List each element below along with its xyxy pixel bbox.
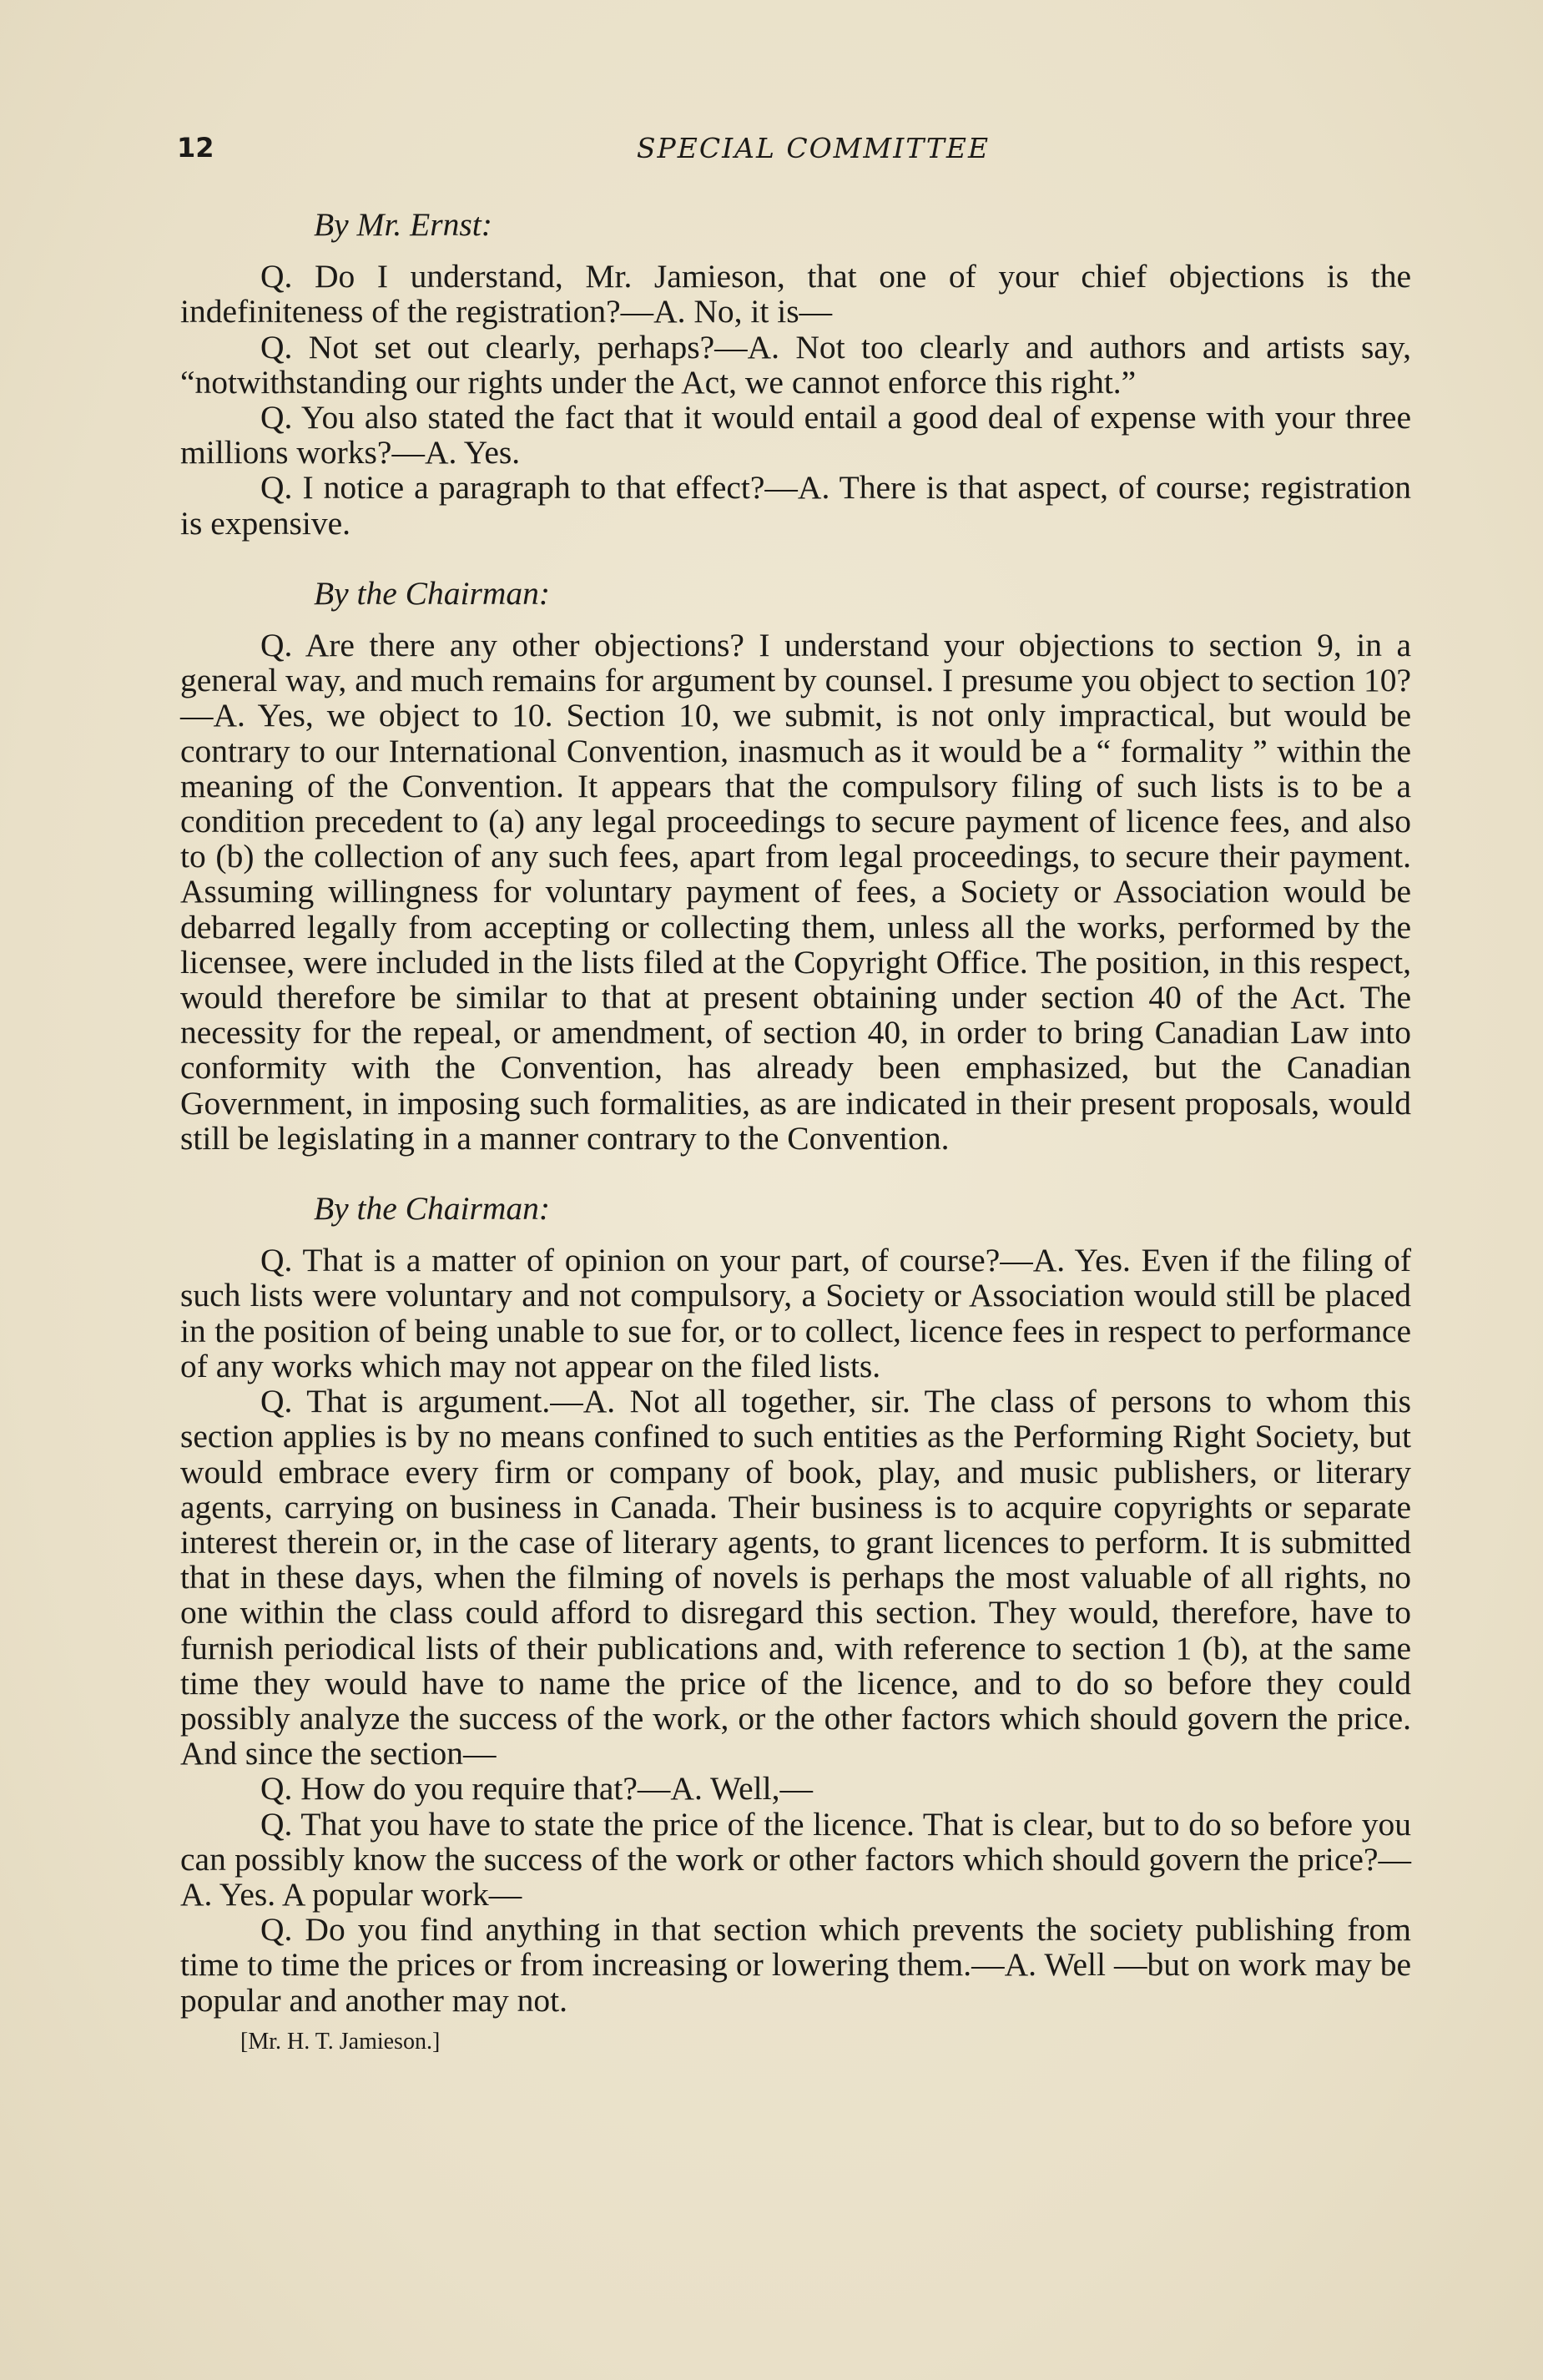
question-answer-paragraph: Q. Are there any other objections? I understand your objections to section 9, in a general way, and much remains for argument by counsel. I presume you object to section 10?—A. Yes, we object to 10. Section 10, we submit, is not only impractical, but would be contrary to our International Convention, inasmuch as it would be a “ formality ” within the meaning of the Convention. It appears that the compulsory filing of such lists is to be a condition precedent to (a) any legal proceedings to secure payment of licence fees, and also to (b) the collection of any such fees, apart from legal proceedings, to secure their payment. Assuming willingness for voluntary payment of fees, a Society or Association would be debarred legally from accepting or collecting them, unless all the works, performed by the licensee, were included in the lists filed at the Copyright Office. The position, in this respect, would therefore be similar to that at present obtaining under section 40 of the Act. The necessity for the repeal, or amendment, of section 40, in order to bring Canadian Law into conformity with the Convention, has already been emphasized, but the Canadian Government, in imposing such formalities, as are indicated in their present proposals, would still be legislating in a manner contrary to the Convention.: [180, 627, 1411, 1157]
page-number: 12: [177, 132, 214, 164]
question-answer-paragraph: Q. That is a matter of opinion on your part, of course?—A. Yes. Even if the filing of such lists were voluntary and not compulsory, a Society or Association would still be placed in the position of being unable to sue for, or to collect, licence fees in respect to performance of any works which may not appear on the filed lists.: [180, 1242, 1411, 1384]
question-answer-paragraph: Q. Not set out clearly, perhaps?—A. Not too clearly and authors and artists say, “notwithstanding our rights under the Act, we cannot enforce this right.”: [180, 328, 1411, 401]
witness-note: [Mr. H. T. Jamieson.]: [240, 2028, 441, 2055]
question-answer-paragraph: Q. Do you find anything in that section which prevents the society publishing from time to time the prices or from increasing or lowering them.—A. Well —but on work may be popular and another may not.: [180, 1911, 1411, 2019]
question-answer-paragraph: Q. How do you require that?—A. Well,—: [260, 1770, 813, 1808]
page-header: [177, 132, 1450, 174]
speaker-heading: By the Chairman:: [314, 1190, 551, 1228]
question-answer-paragraph: Q. That is argument.—A. Not all together, sir. The class of persons to whom this section applies is by no means confined to such entities as the Performing Right Society, but would embrace every firm or company of book, play, and music publishers, or literary agents, carrying on business in Canada. Their business is to acquire copyrights or separate interest therein or, in the case of literary agents, to grant licences to perform. It is submitted that in these days, when the filming of novels is perhaps the most valuable of all rights, no one within the class could afford to disregard this section. They would, therefore, have to furnish periodical lists of their publications and, with reference to section 1 (b), at the same time they would have to name the price of the licence, and to do so before they could possibly analyze the success of the work, or the other factors which should govern the price. And since the section—: [180, 1383, 1411, 1772]
running-head: SPECIAL COMMITTEE: [636, 132, 991, 164]
transcript-body: [180, 207, 1411, 2060]
question-answer-paragraph: Q. You also stated the fact that it would entail a good deal of expense with your three millions works?—A. Yes.: [180, 399, 1411, 471]
question-answer-paragraph: Q. Do I understand, Mr. Jamieson, that one of your chief objections is the indefiniteness of the registration?—A. No, it is—: [180, 258, 1411, 330]
question-answer-paragraph: Q. That you have to state the price of the licence. That is clear, but to do so before you can possibly know the success of the work or other factors which should govern the price?—A. Yes. A popular work—: [180, 1805, 1411, 1913]
speaker-heading: By Mr. Ernst:: [314, 206, 492, 243]
question-answer-paragraph: Q. I notice a paragraph to that effect?—A. There is that aspect, of course; registration is expensive.: [180, 469, 1411, 542]
speaker-heading: By the Chairman:: [314, 574, 551, 612]
